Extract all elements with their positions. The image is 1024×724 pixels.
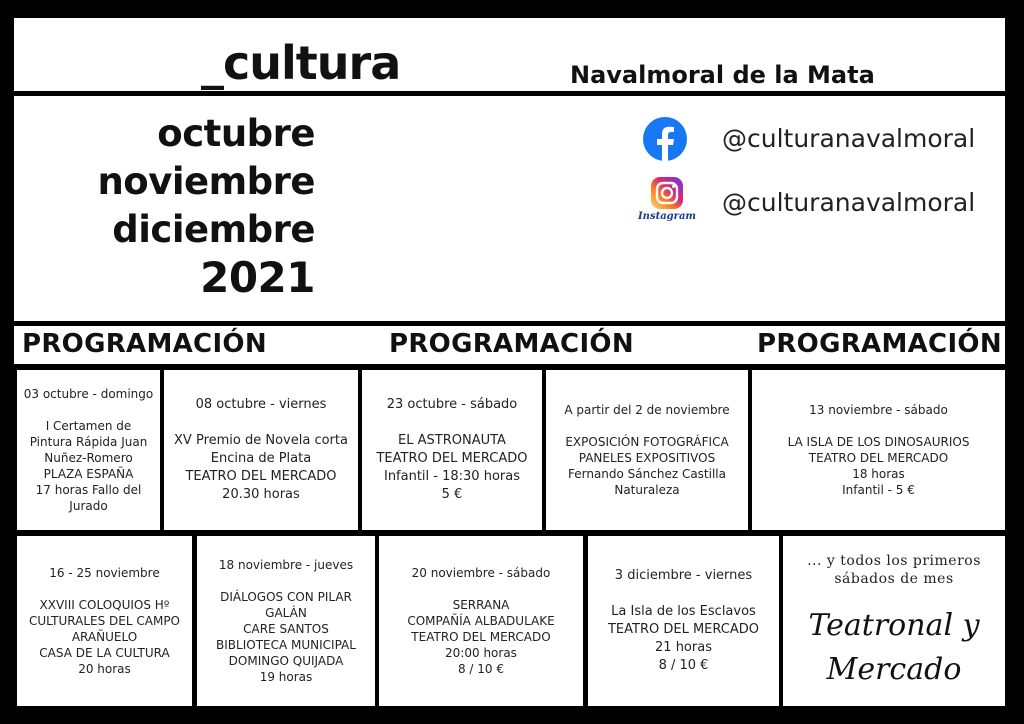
event-card	[379, 536, 583, 706]
event-line: Infantil - 5 €	[842, 483, 915, 497]
month-label: octubre	[157, 112, 315, 155]
event-date: 03 octubre - domingo	[23, 387, 154, 401]
event-line: DOMINGO QUIJADA	[228, 654, 344, 668]
event-line: XV Premio de Novela corta Encina de Plata	[174, 433, 348, 466]
event-line: 8 / 10 €	[457, 662, 505, 676]
town-name: Navalmoral de la Mata	[570, 61, 875, 89]
event-line: 18 horas	[852, 467, 905, 481]
event-card	[197, 536, 375, 706]
closing-intro: ... y todos los primeros sábados de mes	[807, 553, 981, 587]
month-label: diciembre	[112, 208, 315, 251]
event-date: 23 octubre - sábado	[386, 397, 518, 412]
event-line: XXVIII COLOQUIOS Hº CULTURALES DEL CAMPO ARAÑUELO	[28, 598, 180, 644]
event-date: 20 noviembre - sábado	[411, 566, 551, 580]
event-line: I Certamen de Pintura Rápida Juan Nuñez-Romero	[29, 419, 148, 465]
event-date: A partir del 2 de noviembre	[564, 403, 730, 417]
facebook-handle[interactable]: @culturanavalmoral	[722, 124, 976, 153]
hero-panel	[14, 96, 1005, 321]
event-line: TEATRO DEL MERCADO	[185, 469, 337, 484]
event-date: 16 - 25 noviembre	[49, 566, 160, 580]
event-line: DIÁLOGOS CON PILAR GALÁN	[220, 590, 352, 620]
event-line: Fernando Sánchez Castilla	[567, 467, 726, 481]
event-card	[164, 370, 358, 530]
event-line: CASA DE LA CULTURA	[39, 646, 170, 660]
event-line: 17 horas Fallo del Jurado	[35, 483, 142, 513]
facebook-link[interactable]	[642, 116, 688, 162]
program-heading: PROGRAMACIÓN	[757, 329, 1002, 359]
program-heading: PROGRAMACIÓN	[389, 329, 634, 359]
instagram-icon	[650, 176, 684, 210]
event-line: CARE SANTOS	[243, 622, 329, 636]
event-date: 3 diciembre - viernes	[614, 568, 753, 583]
event-card	[752, 370, 1005, 530]
period-block	[97, 110, 315, 302]
event-line: 20:00 horas	[445, 646, 517, 660]
event-line: 20.30 horas	[222, 487, 300, 502]
event-line: PLAZA ESPAÑA	[43, 467, 134, 481]
event-line: SERRANA	[452, 598, 510, 612]
facebook-icon	[642, 116, 688, 162]
event-card	[588, 536, 779, 706]
event-line: 21 horas	[655, 640, 712, 655]
closing-script-line: Teatronal y	[808, 608, 980, 643]
instagram-handle[interactable]: @culturanavalmoral	[722, 188, 976, 217]
event-date: 13 noviembre - sábado	[809, 403, 948, 417]
instagram-wordmark: Instagram	[638, 211, 696, 222]
event-line: EXPOSICIÓN FOTOGRÁFICA	[565, 435, 729, 449]
closing-card	[783, 536, 1005, 706]
event-card	[546, 370, 748, 530]
program-heading-bar	[14, 326, 1005, 364]
event-line: TEATRO DEL MERCADO	[808, 451, 949, 465]
event-line: 8 / 10 €	[658, 658, 709, 673]
event-line: Infantil - 18:30 horas	[383, 469, 520, 484]
event-date: 08 octubre - viernes	[195, 397, 327, 412]
event-line: 20 horas	[78, 662, 131, 676]
year-label: 2021	[200, 253, 315, 302]
event-line: TEATRO DEL MERCADO	[411, 630, 551, 644]
event-card	[362, 370, 542, 530]
event-line: TEATRO DEL MERCADO	[607, 622, 759, 637]
event-card	[17, 536, 192, 706]
event-card	[17, 370, 160, 530]
event-date: 18 noviembre - jueves	[218, 558, 354, 572]
closing-script-line: Mercado	[826, 652, 962, 687]
month-label: noviembre	[97, 160, 315, 203]
program-heading: PROGRAMACIÓN	[22, 329, 267, 359]
header-band	[14, 18, 1005, 91]
event-line: EL ASTRONAUTA	[398, 433, 506, 448]
event-line: LA ISLA DE LOS DINOSAURIOS	[787, 435, 970, 449]
event-line: BIBLIOTECA MUNICIPAL	[216, 638, 356, 652]
event-line: PANELES EXPOSITIVOS	[578, 451, 716, 465]
event-line: 19 horas	[259, 670, 313, 684]
event-line: TEATRO DEL MERCADO	[376, 451, 528, 466]
brand-title: _cultura	[201, 36, 401, 90]
instagram-link[interactable]	[638, 176, 696, 222]
event-line: La Isla de los Esclavos	[611, 604, 756, 619]
event-line: COMPAÑÍA ALBADULAKE	[407, 614, 555, 628]
event-line: 5 €	[441, 487, 463, 502]
event-line: Naturaleza	[614, 483, 680, 497]
